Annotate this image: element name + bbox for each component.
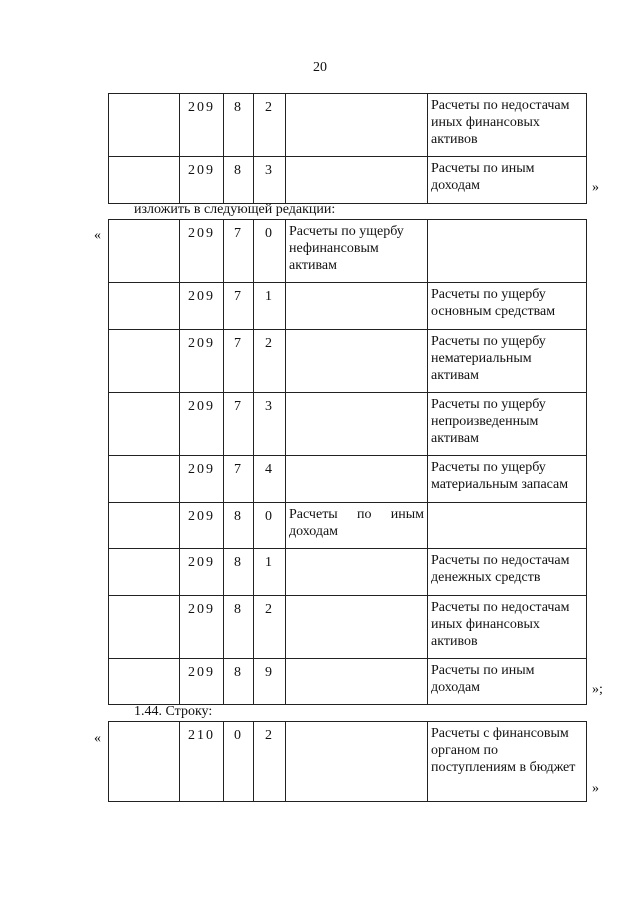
group-code: 0 [224,722,254,802]
subgroup-name: Расчеты с финансовым органом по поступлениям в бюджет [428,722,587,802]
group-name [286,503,428,549]
account-code: 209 [180,94,224,157]
table-cell-empty [109,94,180,157]
group-code: 7 [224,283,254,330]
group-code: 8 [224,596,254,659]
instruction-text: изложить в следующей редакции: [134,202,336,217]
group-name: Расчеты по ущербу нефинансовым активам [286,220,428,283]
group-name [286,283,428,330]
table-row [109,549,587,596]
account-code: 209 [180,393,224,456]
group-name [286,722,428,802]
classification-table-new [108,219,587,705]
group-name [286,157,428,204]
opening-quote: « [94,228,101,243]
group-code: 7 [224,220,254,283]
group-code: 7 [224,456,254,503]
table-cell-empty [109,722,180,802]
group-name [286,456,428,503]
account-code: 209 [180,330,224,393]
subgroup-name: Расчеты по недостачам денежных средств [428,549,587,596]
subgroup-code: 2 [254,722,286,802]
subgroup-code: 2 [254,330,286,393]
table-cell-empty [109,549,180,596]
table-cell-empty [109,456,180,503]
closing-quote: » [592,180,599,195]
subgroup-code: 9 [254,659,286,705]
group-code: 8 [224,94,254,157]
table-row [109,659,587,705]
group-name [286,596,428,659]
subgroup-name: Расчеты по иным доходам [428,157,587,204]
subgroup-name: Расчеты по ущербу материальным запасам [428,456,587,503]
account-code: 209 [180,659,224,705]
subgroup-name [428,220,587,283]
group-code: 8 [224,503,254,549]
subgroup-code: 4 [254,456,286,503]
table-cell-empty [109,596,180,659]
table-cell-empty [109,157,180,204]
account-code: 209 [180,456,224,503]
group-code: 8 [224,549,254,596]
group-name [286,659,428,705]
table-row [109,94,587,157]
table-row [109,330,587,393]
group-name [286,94,428,157]
subgroup-name: Расчеты по ущербу основным средствам [428,283,587,330]
subgroup-code: 0 [254,503,286,549]
table-cell-empty [109,659,180,705]
closing-quote: » [592,781,599,796]
table-cell-empty [109,220,180,283]
table-row [109,393,587,456]
table-row [109,283,587,330]
subgroup-code: 1 [254,283,286,330]
table-row [109,157,587,204]
account-code: 209 [180,503,224,549]
account-code: 209 [180,157,224,204]
group-name [286,393,428,456]
group-name [286,330,428,393]
subgroup-name: Расчеты по ущербу непроизведенным активам [428,393,587,456]
subgroup-code: 1 [254,549,286,596]
account-code: 209 [180,549,224,596]
table-row [109,722,587,802]
table-cell-empty [109,330,180,393]
subgroup-code: 2 [254,94,286,157]
group-name [286,549,428,596]
classification-table-row-210 [108,721,587,802]
group-code: 7 [224,330,254,393]
subgroup-name [428,503,587,549]
subgroup-code: 3 [254,157,286,204]
table-row [109,220,587,283]
group-code: 8 [224,157,254,204]
subgroup-name: Расчеты по ущербу нематериальным активам [428,330,587,393]
page-number: 20 [313,60,327,75]
subgroup-code: 2 [254,596,286,659]
subgroup-name: Расчеты по недостачам иных финансовых активов [428,596,587,659]
subgroup-name: Расчеты по недостачам иных финансовых активов [428,94,587,157]
account-code: 210 [180,722,224,802]
table-cell-empty [109,503,180,549]
instruction-text: 1.44. Строку: [134,704,213,719]
group-name-line-2: доходам [289,524,339,539]
group-code: 7 [224,393,254,456]
table-row [109,596,587,659]
closing-quote: »; [592,682,603,697]
table-cell-empty [109,283,180,330]
account-code: 209 [180,596,224,659]
table-cell-empty [109,393,180,456]
table-row [109,503,587,549]
group-code: 8 [224,659,254,705]
table-row [109,456,587,503]
account-code: 209 [180,220,224,283]
group-name-line-1: Расчеты по иным [289,507,424,522]
classification-table-old [108,93,587,204]
opening-quote: « [94,731,101,746]
subgroup-code: 0 [254,220,286,283]
subgroup-name: Расчеты по иным доходам [428,659,587,705]
subgroup-code: 3 [254,393,286,456]
account-code: 209 [180,283,224,330]
